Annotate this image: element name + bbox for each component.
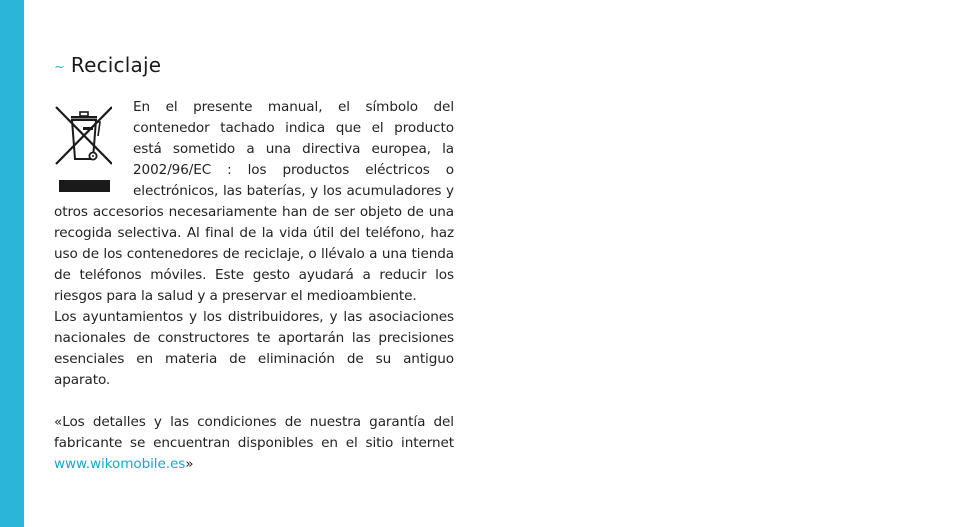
warranty-paragraph [54,412,454,475]
recycling-paragraph: En el presente manual, el símbolo del contenedor tachado indica que el producto está sometido a una directiva europea, la 2002/96/EC : los productos eléctricos o electrónicos, las baterías, y los acumuladores y otros accesorios necesariamente han de ser objeto de una recogida selectiva. Al final de la vida útil del teléfono, haz uso de los contenedores de reciclaje, o llévalo a una tienda de teléfonos móviles. Este gesto ayudará a reducir los riesgos para la salud y a preservar el medioambiente. [54,99,454,304]
crossed-out-wheelie-bin-icon [54,106,112,194]
title-tilde: ~ [54,60,65,75]
page-title: Reciclaje [70,53,162,77]
side-accent-bar [0,0,24,527]
paragraph-spacer [54,391,454,412]
wiko-website-link[interactable]: www.wikomobile.es [54,456,186,472]
authorities-paragraph: Los ayuntamientos y los distribuidores, y las asociaciones nacionales de constructores te aportarán las precisiones esenciales en materia de eliminación de su antiguo aparato. [54,309,454,388]
section-heading [54,53,161,77]
warranty-closing-quote: » [185,456,194,472]
weee-symbol [54,97,133,201]
warranty-text: «Los detalles y las condiciones de nuestra garantía del fabricante se encuentran disponibles en el sitio internet [54,414,454,451]
body-text [54,97,454,475]
